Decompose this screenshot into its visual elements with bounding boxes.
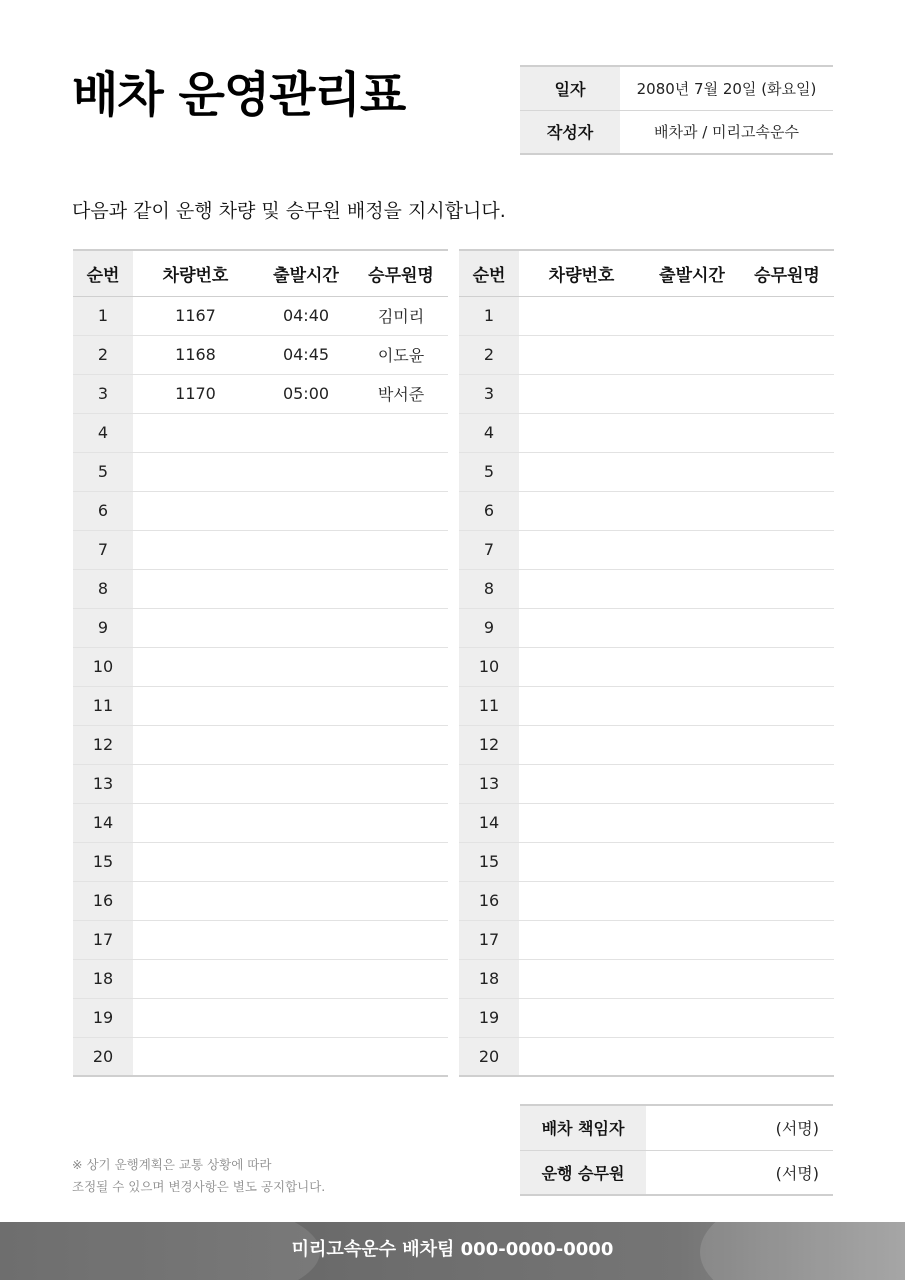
table-row — [73, 608, 448, 647]
row-vehicle — [519, 725, 644, 764]
table-row — [459, 881, 834, 920]
row-departure — [644, 725, 740, 764]
row-departure — [258, 608, 354, 647]
table-row — [459, 803, 834, 842]
row-departure — [644, 647, 740, 686]
row-seq: 6 — [459, 491, 519, 530]
table-row — [459, 452, 834, 491]
header-seq: 순번 — [73, 250, 133, 296]
row-crew — [740, 413, 834, 452]
row-seq: 14 — [459, 803, 519, 842]
row-vehicle — [133, 569, 258, 608]
row-departure — [644, 296, 740, 335]
table-row — [73, 803, 448, 842]
table-row — [459, 998, 834, 1037]
header-vehicle: 차량번호 — [519, 250, 644, 296]
table-row — [73, 335, 448, 374]
row-vehicle — [519, 803, 644, 842]
row-departure: 04:45 — [258, 335, 354, 374]
table-row — [459, 959, 834, 998]
row-crew — [740, 920, 834, 959]
signature-table — [520, 1104, 833, 1196]
header-crew: 승무원명 — [740, 250, 834, 296]
row-crew — [354, 452, 448, 491]
table-row — [459, 647, 834, 686]
row-crew: 박서준 — [354, 374, 448, 413]
row-seq: 9 — [73, 608, 133, 647]
row-seq: 13 — [73, 764, 133, 803]
row-crew — [740, 725, 834, 764]
table-row — [73, 920, 448, 959]
row-departure — [258, 452, 354, 491]
table-row — [73, 413, 448, 452]
row-crew — [354, 608, 448, 647]
row-crew — [740, 530, 834, 569]
row-seq: 11 — [73, 686, 133, 725]
row-crew — [354, 686, 448, 725]
header-seq: 순번 — [459, 250, 519, 296]
table-row — [459, 764, 834, 803]
row-departure — [258, 803, 354, 842]
row-crew — [740, 569, 834, 608]
row-crew — [354, 530, 448, 569]
row-departure — [258, 647, 354, 686]
table-row — [459, 374, 834, 413]
table-row — [459, 725, 834, 764]
row-seq: 1 — [459, 296, 519, 335]
row-vehicle — [133, 881, 258, 920]
row-crew — [354, 959, 448, 998]
row-departure — [258, 959, 354, 998]
table-row — [73, 1037, 448, 1076]
row-departure — [644, 881, 740, 920]
row-seq: 16 — [459, 881, 519, 920]
row-vehicle — [519, 296, 644, 335]
footnote — [72, 1154, 325, 1198]
row-vehicle — [519, 959, 644, 998]
table-row — [73, 374, 448, 413]
row-departure — [258, 881, 354, 920]
author-label: 작성자 — [520, 110, 620, 154]
row-departure — [258, 413, 354, 452]
row-departure: 04:40 — [258, 296, 354, 335]
row-vehicle — [519, 764, 644, 803]
dispatch-table-left — [73, 249, 448, 1077]
manager-sign-row — [520, 1105, 833, 1150]
footnote-line-2: 조정될 수 있으며 변경사항은 별도 공지합니다. — [72, 1179, 326, 1194]
table-row — [459, 491, 834, 530]
table-row — [459, 920, 834, 959]
row-vehicle: 1167 — [133, 296, 258, 335]
row-crew — [740, 998, 834, 1037]
row-seq: 5 — [73, 452, 133, 491]
row-departure — [644, 1037, 740, 1076]
row-departure — [644, 803, 740, 842]
row-departure — [644, 686, 740, 725]
row-vehicle: 1170 — [133, 374, 258, 413]
row-vehicle — [519, 335, 644, 374]
row-seq: 8 — [73, 569, 133, 608]
row-seq: 14 — [73, 803, 133, 842]
row-seq: 13 — [459, 764, 519, 803]
row-seq: 2 — [459, 335, 519, 374]
row-crew — [354, 569, 448, 608]
row-seq: 10 — [73, 647, 133, 686]
row-seq: 1 — [73, 296, 133, 335]
row-vehicle — [519, 647, 644, 686]
row-vehicle — [519, 842, 644, 881]
row-seq: 9 — [459, 608, 519, 647]
row-departure — [644, 491, 740, 530]
row-vehicle — [133, 413, 258, 452]
table-row — [459, 1037, 834, 1076]
dispatch-table-left-body — [73, 296, 448, 1076]
manager-signature: (서명) — [646, 1105, 833, 1150]
row-seq: 19 — [459, 998, 519, 1037]
row-departure — [644, 764, 740, 803]
table-row — [73, 725, 448, 764]
row-departure — [258, 686, 354, 725]
table-row — [459, 413, 834, 452]
row-departure — [644, 998, 740, 1037]
table-row — [73, 530, 448, 569]
row-seq: 4 — [459, 413, 519, 452]
table-row — [459, 569, 834, 608]
table-row — [73, 491, 448, 530]
row-crew — [354, 725, 448, 764]
row-vehicle — [519, 608, 644, 647]
row-departure — [644, 374, 740, 413]
row-departure — [644, 530, 740, 569]
row-departure — [644, 569, 740, 608]
row-seq: 8 — [459, 569, 519, 608]
table-header-row — [73, 250, 448, 296]
row-vehicle — [133, 647, 258, 686]
row-crew — [354, 647, 448, 686]
row-vehicle — [133, 920, 258, 959]
row-departure — [644, 413, 740, 452]
table-row — [73, 842, 448, 881]
row-departure — [258, 920, 354, 959]
row-crew — [354, 764, 448, 803]
row-departure — [258, 530, 354, 569]
table-row — [73, 959, 448, 998]
row-departure — [258, 998, 354, 1037]
row-departure — [644, 335, 740, 374]
crew-label: 운행 승무원 — [520, 1150, 646, 1195]
table-header-row — [459, 250, 834, 296]
row-crew — [740, 335, 834, 374]
row-crew: 김미리 — [354, 296, 448, 335]
row-departure — [258, 491, 354, 530]
table-row — [73, 881, 448, 920]
row-crew: 이도윤 — [354, 335, 448, 374]
row-crew — [740, 374, 834, 413]
table-row — [73, 998, 448, 1037]
row-vehicle — [519, 920, 644, 959]
row-crew — [740, 959, 834, 998]
page-title: 배차 운영관리표 — [72, 67, 406, 123]
row-crew — [354, 413, 448, 452]
table-row — [73, 569, 448, 608]
row-seq: 3 — [73, 374, 133, 413]
row-seq: 4 — [73, 413, 133, 452]
row-seq: 10 — [459, 647, 519, 686]
row-seq: 18 — [459, 959, 519, 998]
row-vehicle: 1168 — [133, 335, 258, 374]
header-departure: 출발시간 — [258, 250, 354, 296]
table-row — [73, 296, 448, 335]
crew-sign-row — [520, 1150, 833, 1195]
row-seq: 16 — [73, 881, 133, 920]
row-departure — [644, 842, 740, 881]
row-crew — [740, 686, 834, 725]
header-crew: 승무원명 — [354, 250, 448, 296]
row-vehicle — [519, 530, 644, 569]
row-departure — [644, 452, 740, 491]
row-crew — [354, 491, 448, 530]
author-row — [520, 110, 833, 154]
crew-signature: (서명) — [646, 1150, 833, 1195]
row-crew — [740, 296, 834, 335]
row-seq: 20 — [73, 1037, 133, 1076]
table-row — [459, 842, 834, 881]
row-crew — [354, 881, 448, 920]
row-crew — [740, 842, 834, 881]
row-seq: 15 — [73, 842, 133, 881]
dispatch-table-right — [459, 249, 834, 1077]
row-vehicle — [519, 374, 644, 413]
row-seq: 20 — [459, 1037, 519, 1076]
row-crew — [740, 1037, 834, 1076]
row-vehicle — [133, 803, 258, 842]
row-crew — [354, 1037, 448, 1076]
dispatch-table-right-body — [459, 296, 834, 1076]
row-seq: 7 — [73, 530, 133, 569]
row-crew — [354, 920, 448, 959]
row-crew — [354, 842, 448, 881]
table-row — [73, 764, 448, 803]
info-table — [520, 65, 833, 155]
row-vehicle — [133, 608, 258, 647]
footer-contact: 미리고속운수 배차팀 000-0000-0000 — [291, 1239, 614, 1260]
row-seq: 15 — [459, 842, 519, 881]
row-crew — [740, 881, 834, 920]
row-vehicle — [133, 725, 258, 764]
row-seq: 2 — [73, 335, 133, 374]
row-seq: 12 — [73, 725, 133, 764]
row-departure — [258, 725, 354, 764]
row-vehicle — [519, 881, 644, 920]
row-vehicle — [133, 959, 258, 998]
row-departure — [644, 608, 740, 647]
row-crew — [740, 803, 834, 842]
table-row — [73, 452, 448, 491]
table-row — [459, 335, 834, 374]
table-row — [459, 686, 834, 725]
table-row — [459, 296, 834, 335]
row-vehicle — [133, 764, 258, 803]
row-seq: 12 — [459, 725, 519, 764]
row-seq: 17 — [459, 920, 519, 959]
row-seq: 18 — [73, 959, 133, 998]
row-crew — [740, 491, 834, 530]
row-departure — [258, 569, 354, 608]
row-vehicle — [133, 452, 258, 491]
row-vehicle — [519, 998, 644, 1037]
row-departure — [258, 764, 354, 803]
row-vehicle — [133, 842, 258, 881]
row-vehicle — [133, 530, 258, 569]
intro-text: 다음과 같이 운행 차량 및 승무원 배정을 지시합니다. — [72, 200, 506, 222]
table-row — [73, 647, 448, 686]
manager-label: 배차 책임자 — [520, 1105, 646, 1150]
row-vehicle — [519, 569, 644, 608]
footer-banner — [0, 1222, 905, 1280]
row-departure — [258, 842, 354, 881]
row-seq: 19 — [73, 998, 133, 1037]
header-departure: 출발시간 — [644, 250, 740, 296]
row-crew — [740, 452, 834, 491]
row-seq: 7 — [459, 530, 519, 569]
table-row — [459, 530, 834, 569]
row-crew — [354, 803, 448, 842]
row-crew — [740, 647, 834, 686]
row-seq: 11 — [459, 686, 519, 725]
date-value: 2080년 7월 20일 (화요일) — [620, 66, 833, 110]
row-seq: 3 — [459, 374, 519, 413]
row-vehicle — [519, 1037, 644, 1076]
date-label: 일자 — [520, 66, 620, 110]
row-vehicle — [519, 413, 644, 452]
row-vehicle — [519, 686, 644, 725]
row-seq: 6 — [73, 491, 133, 530]
row-seq: 5 — [459, 452, 519, 491]
header-vehicle: 차량번호 — [133, 250, 258, 296]
row-departure — [644, 920, 740, 959]
row-vehicle — [133, 998, 258, 1037]
row-vehicle — [133, 1037, 258, 1076]
row-vehicle — [519, 491, 644, 530]
row-crew — [354, 998, 448, 1037]
row-vehicle — [133, 491, 258, 530]
row-crew — [740, 608, 834, 647]
table-row — [73, 686, 448, 725]
date-row — [520, 66, 833, 110]
row-crew — [740, 764, 834, 803]
row-vehicle — [133, 686, 258, 725]
row-seq: 17 — [73, 920, 133, 959]
row-vehicle — [519, 452, 644, 491]
row-departure — [258, 1037, 354, 1076]
table-row — [459, 608, 834, 647]
footnote-line-1: ※ 상기 운행계획은 교통 상황에 따라 — [72, 1157, 272, 1172]
row-departure: 05:00 — [258, 374, 354, 413]
row-departure — [644, 959, 740, 998]
author-value: 배차과 / 미리고속운수 — [620, 110, 833, 154]
